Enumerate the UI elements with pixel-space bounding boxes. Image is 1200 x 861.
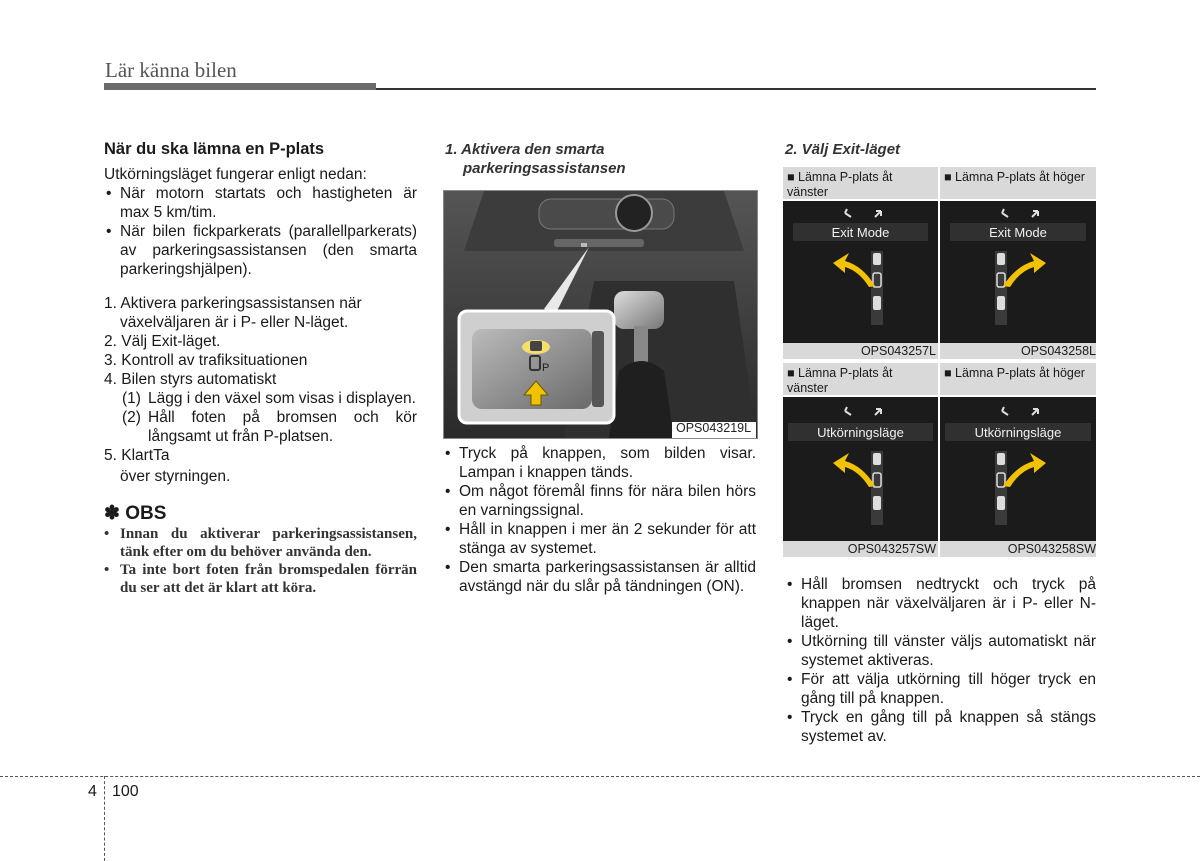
step-2: 2. Välj Exit-läget.	[104, 333, 221, 350]
exit-mode-screen-right	[940, 201, 1096, 343]
steps-list	[104, 294, 417, 486]
column-3	[785, 575, 1096, 746]
exit-mode-screen-left	[783, 201, 938, 343]
chapter-number: 4	[88, 783, 97, 800]
screen-title: Utkörningsläge	[974, 425, 1062, 440]
list-item: • Håll in knappen i mer än 2 sekunder för att stänga av systemet.	[443, 520, 756, 558]
column-1	[104, 140, 417, 597]
step-4-sub-2	[104, 408, 417, 446]
instructions-list	[443, 444, 756, 596]
console-drawing	[444, 191, 757, 438]
step-5: 5. KlartTa	[104, 447, 170, 464]
figure-code: OPS043219L	[676, 421, 752, 435]
section-heading: När du ska lämna en P-plats	[104, 140, 325, 158]
step-1-cont: växelväljaren är i P- eller N-läget.	[120, 314, 349, 331]
list-item: • Tryck på knappen, som bilden visar. Lampan i knappen tänds.	[443, 444, 756, 482]
footer-divider	[0, 776, 1200, 777]
list-item: • När motorn startats och hastigheten är max 5 km/tim.	[104, 184, 417, 222]
step-4-sub-1	[104, 389, 417, 408]
list-item: • Innan du aktiverar parkeringsassistansen, tänk efter om du behöver använda den.	[104, 525, 417, 561]
screen-graphic	[940, 201, 1096, 343]
sub-number: (2)	[122, 409, 141, 426]
intro-text: Utkörningsläget fungerar enligt nedan:	[104, 166, 367, 183]
obs-heading: ✽ OBS	[104, 503, 167, 524]
list-item: • När bilen fickparkerats (parallellparkerats) av parkeringsassistansen (den smarta parkeringshjälpen).	[104, 222, 417, 279]
column-2	[443, 444, 756, 596]
svg-text:P: P	[542, 362, 550, 374]
figure-2-caption: 2. Välj Exit-läget	[785, 141, 901, 158]
instructions-list	[785, 575, 1096, 746]
list-item: • Utkörning till vänster väljs automatiskt när systemet aktiveras.	[785, 632, 1096, 670]
exit-mode-screen-left	[783, 397, 938, 541]
figure-code: OPS043258SW	[940, 541, 1096, 557]
panel-tab: ■ Lämna P-plats åt höger	[940, 363, 1096, 395]
screen-title: Exit Mode	[831, 225, 890, 240]
list-item: • Ta inte bort foten från bromspedalen förrän du ser att det är klart att köra.	[104, 561, 417, 597]
sub-text: Håll foten på bromsen och kör långsamt ut från P-platsen.	[148, 409, 417, 445]
list-item: • Den smarta parkeringsassistansen är alltid avstängd när du slår på tändningen (ON).	[443, 558, 756, 596]
panel-tab: ■ Lämna P-plats åt vänster	[783, 167, 938, 199]
list-item: • Tryck en gång till på knappen så stängs systemet av.	[785, 708, 1096, 746]
figure-1-caption	[445, 140, 765, 178]
console-illustration	[443, 190, 758, 439]
step-5-cont: över styrningen.	[120, 468, 231, 485]
list-item: • Håll bromsen nedtryckt och tryck på knappen när växelväljaren är i P- eller N-läget.	[785, 575, 1096, 632]
sub-number: (1)	[122, 390, 141, 407]
header-rule-thin	[376, 88, 1096, 90]
panel-tab: ■ Lämna P-plats åt vänster	[783, 363, 938, 395]
exit-mode-screen-right	[940, 397, 1096, 541]
footer-vertical-divider	[104, 776, 105, 861]
panel-tab: ■ Lämna P-plats åt höger	[940, 167, 1096, 199]
page-number: 100	[112, 783, 139, 800]
list-item: • Om något föremål finns för nära bilen hörs en varningssignal.	[443, 482, 756, 520]
screen-title: Exit Mode	[989, 225, 1047, 240]
caption-line: 1. Aktivera den smarta	[445, 141, 605, 158]
screen-title: Utkörningsläge	[817, 425, 904, 440]
sub-text: Lägg i den växel som visas i displayen.	[148, 390, 416, 407]
figure-code: OPS043257SW	[783, 541, 938, 557]
page-header-title: Lär känna bilen	[105, 58, 237, 82]
list-item: • För att välja utkörning till höger tryck en gång till på knappen.	[785, 670, 1096, 708]
step-3: 3. Kontroll av trafiksituationen	[104, 352, 308, 369]
step-4: 4. Bilen styrs automatiskt	[104, 371, 277, 388]
screen-graphic	[783, 201, 938, 343]
obs-list	[104, 525, 417, 597]
screen-graphic	[783, 397, 938, 541]
header-rule-thick	[104, 83, 376, 90]
exit-mode-panels	[783, 167, 1096, 557]
step-1: 1. Aktivera parkeringsassistansen när	[104, 295, 362, 312]
figure-code: OPS043257L	[783, 343, 938, 359]
caption-line: parkeringsassistansen	[463, 160, 626, 177]
screen-graphic	[940, 397, 1096, 541]
figure-code: OPS043258L	[940, 343, 1096, 359]
conditions-list	[104, 184, 417, 279]
